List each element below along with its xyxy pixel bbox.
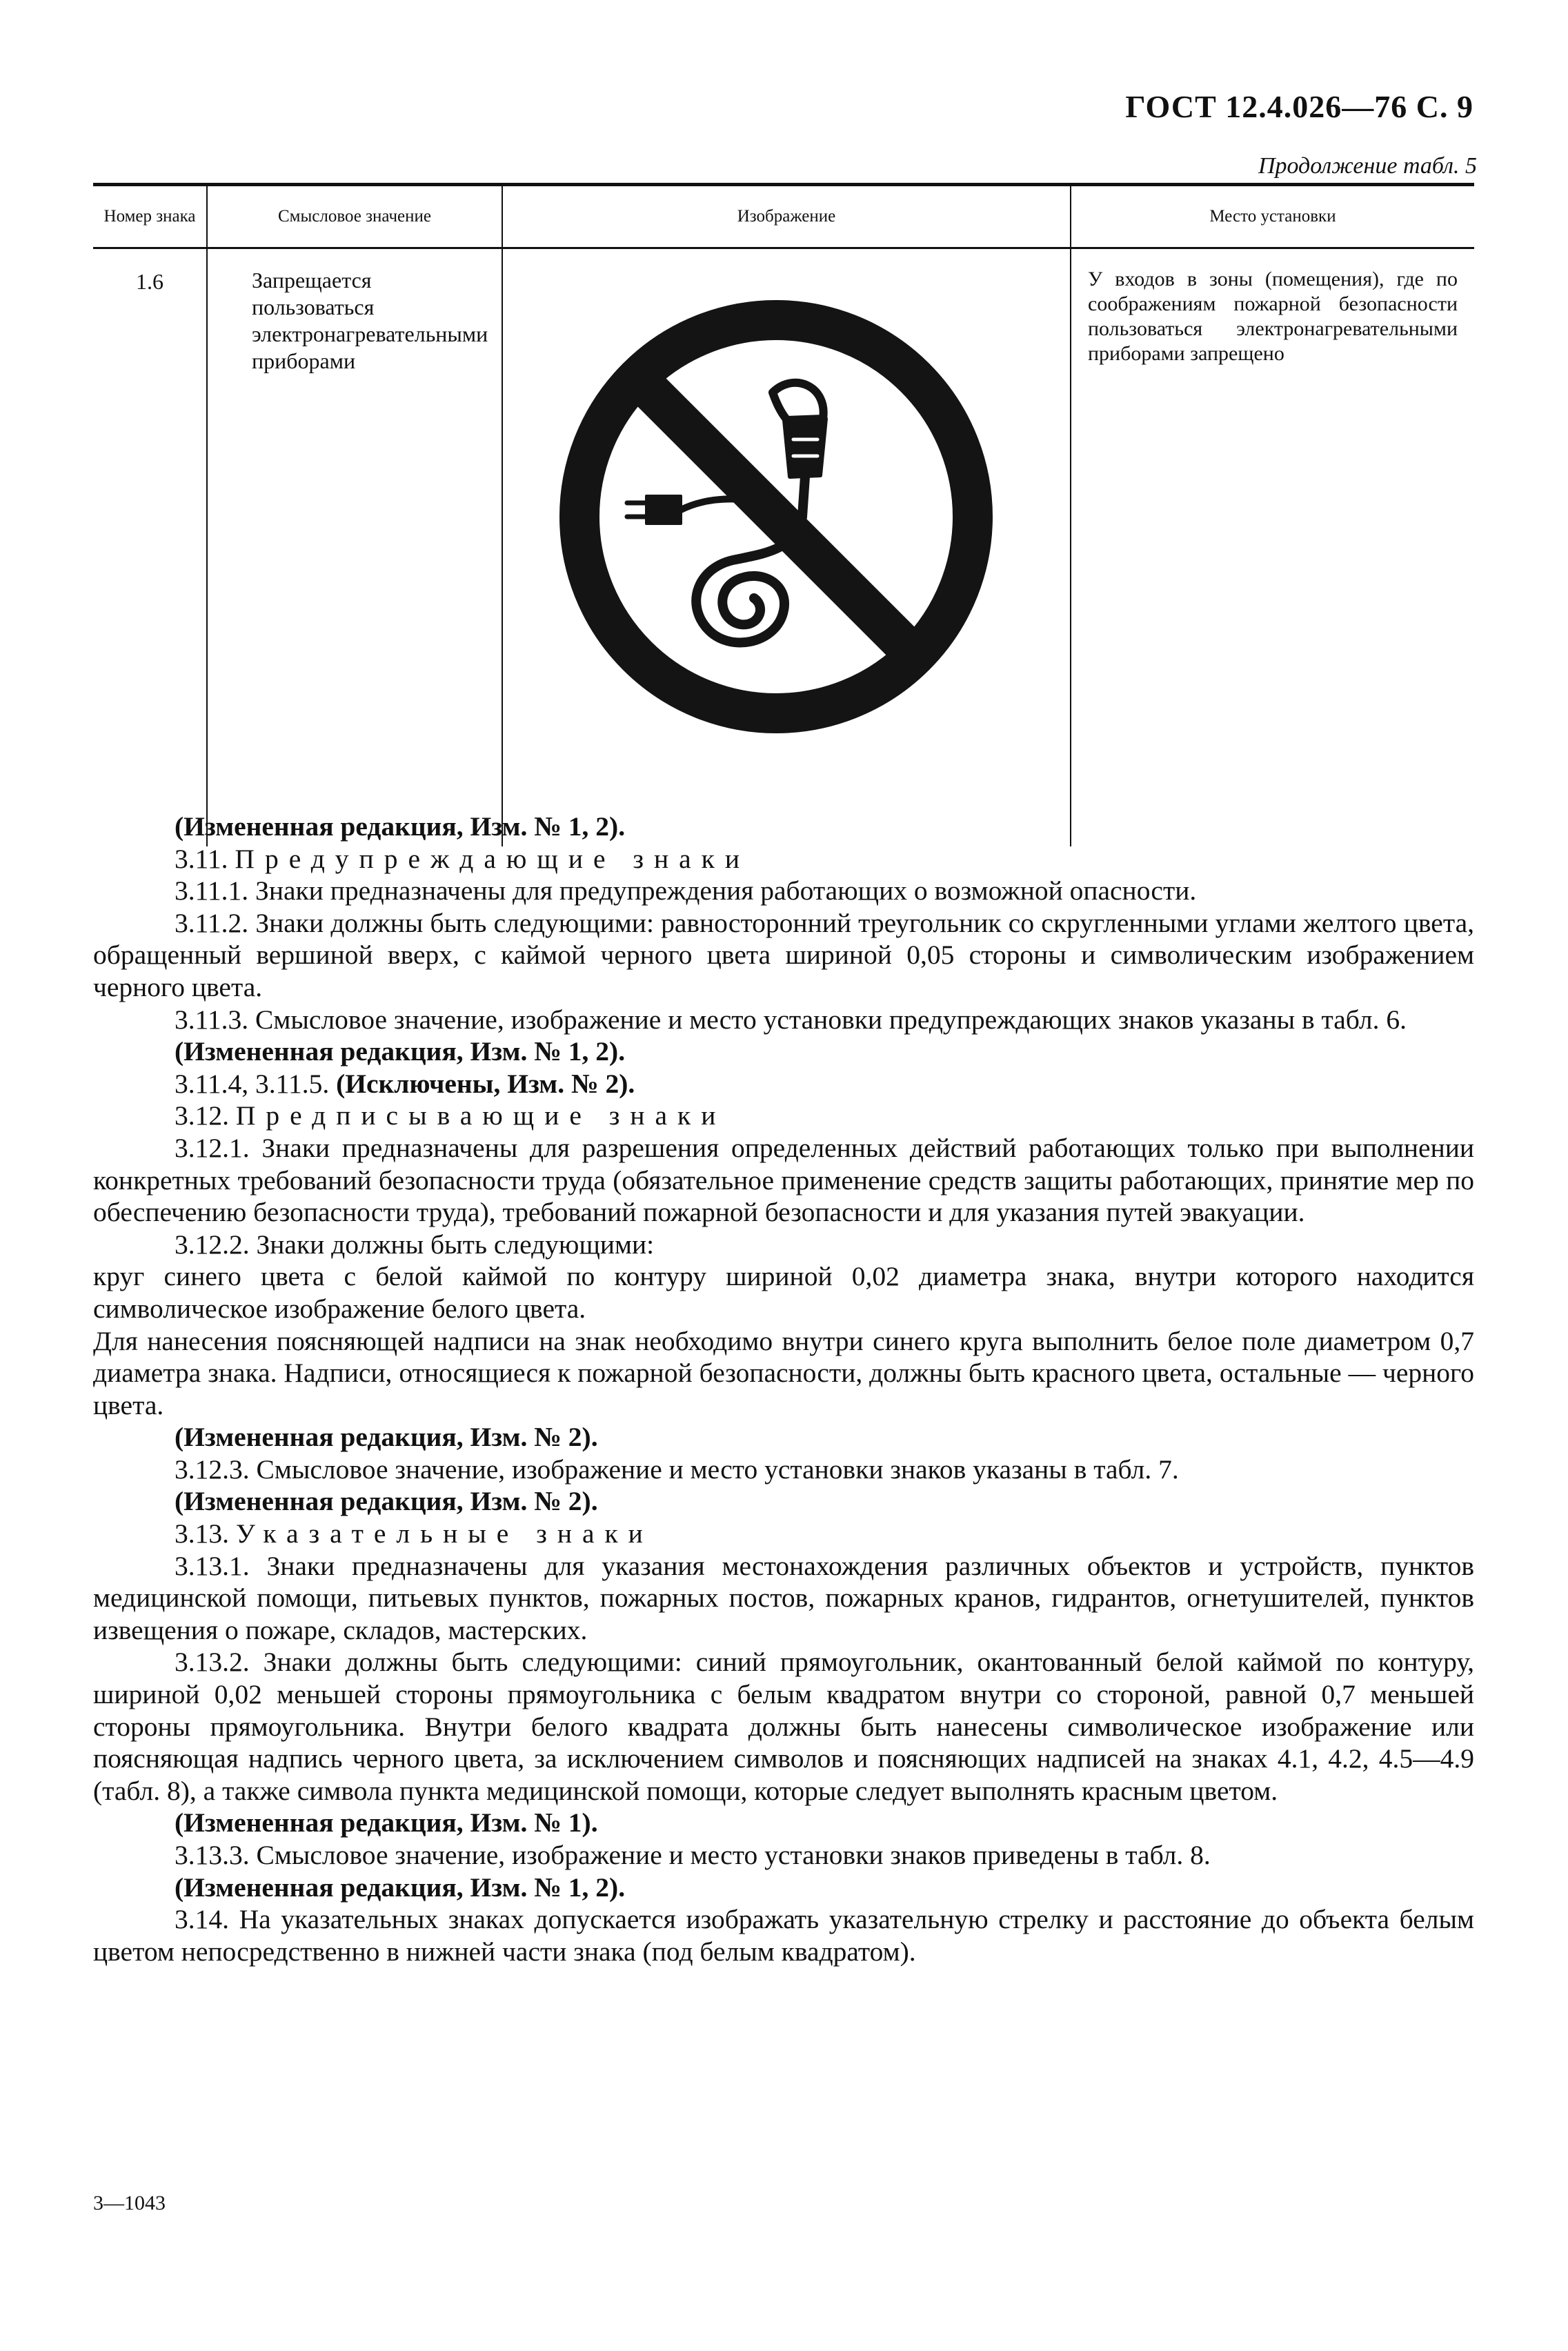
section-title: Указательные знаки <box>235 1518 653 1549</box>
sign-place: У входов в зоны (помещения), где по соображениям пожарной безопасности пользоваться электронагревательными приборами запрещено <box>1071 248 1474 847</box>
section-heading <box>93 1100 1474 1132</box>
amendment-note: (Измененная редакция, Изм. № 1). <box>175 1807 598 1838</box>
paragraph: 3.13.2. Знаки должны быть следующими: синий прямоугольник, окантованный белой каймой по контуру, шириной 0,02 меньшей стороны прямоугольника с белым квадратом внутри со стороной, равной 0,7 меньшей стороны прямоугольника. Внутри белого квадрата должны быть нанесены символическое изображение или поясняющая надпись черного цвета, за исключением символов и поясняющих надписей на знаках 4.1, 4.2, 4.5—4.9 (табл. 8), а также символа пункта медицинской помощи, которые следует выполнять красным цветом. <box>93 1647 1474 1806</box>
paragraph: 3.14. На указательных знаках допускается изображать указательную стрелку и расстояние до объекта белым цветом непосредственно в нижней части знака (под белым квадратом). <box>93 1904 1474 1967</box>
document-body <box>93 811 1474 1967</box>
table-row <box>93 248 1474 847</box>
column-header-image: Изображение <box>502 185 1071 248</box>
sign-meaning: Запрещается пользоваться электронагревательными приборами <box>207 248 502 847</box>
no-electric-heater-sign-icon <box>555 289 997 744</box>
paragraph: 3.11.3. Смысловое значение, изображение и место установки предупреждающих знаков указаны в табл. 6. <box>175 1004 1407 1035</box>
signs-table <box>93 183 1474 846</box>
section-title: Предписывающие знаки <box>235 1100 726 1131</box>
paragraph: Для нанесения поясняющей надписи на знак необходимо внутри синего круга выполнить белое поле диаметром 0,7 диаметра знака. Надписи, относящиеся к пожарной безопасности, должны быть красного цвета, остальные — черного цвета. <box>93 1325 1474 1420</box>
paragraph: 3.12.2. Знаки должны быть следующими: <box>175 1229 655 1260</box>
column-header-place: Место установки <box>1071 185 1474 248</box>
table-continuation-label: Продолжение табл. 5 <box>1258 153 1477 179</box>
amendment-note: (Измененная редакция, Изм. № 1, 2). <box>175 1872 626 1903</box>
section-number: 3.11. <box>175 843 235 874</box>
section-heading <box>93 1518 1474 1550</box>
paragraph: круг синего цвета с белой каймой по контуру шириной 0,02 диаметра знака, внутри которого находится символическое изображение белого цвета. <box>93 1261 1474 1324</box>
paragraph: 3.13.3. Смысловое значение, изображение и место установки знаков приведены в табл. 8. <box>175 1840 1211 1870</box>
table-header-row <box>93 185 1474 248</box>
section-heading <box>93 843 1474 875</box>
clause-numbers: 3.11.4, 3.11.5. <box>175 1068 337 1099</box>
page-header: ГОСТ 12.4.026—76 С. 9 <box>1125 89 1473 124</box>
section-title: Предупреждающие знаки <box>235 843 750 874</box>
column-header-number: Номер знака <box>93 185 207 248</box>
paragraph: 3.12.1. Знаки предназначены для разрешения определенных действий работающих только при выполнении конкретных требований безопасности труда (обязательное применение средств защиты работающих, принятие мер по обеспечению безопасности труда), требований пожарной безопасности и для указания путей эвакуации. <box>93 1132 1474 1228</box>
sign-number: 1.6 <box>136 269 163 294</box>
sign-image-cell <box>502 248 1071 847</box>
amendment-note: (Измененная редакция, Изм. № 2). <box>175 1422 598 1453</box>
section-number: 3.13. <box>175 1518 236 1549</box>
page-footer-code: 3—1043 <box>93 2192 166 2214</box>
section-number: 3.12. <box>175 1100 236 1131</box>
paragraph <box>93 1068 1474 1100</box>
excluded-note: (Исключены, Изм. № 2). <box>336 1068 635 1099</box>
amendment-note: (Измененная редакция, Изм. № 2). <box>175 1486 598 1517</box>
paragraph: 3.11.1. Знаки предназначены для предупреждения работающих о возможной опасности. <box>175 875 1197 906</box>
paragraph: 3.11.2. Знаки должны быть следующими: равносторонний треугольник со скругленными углами желтого цвета, обращенный вершиной вверх, с каймой черного цвета шириной 0,05 стороны и символическим изображением черного цвета. <box>93 907 1474 1002</box>
column-header-meaning: Смысловое значение <box>207 185 502 248</box>
paragraph: 3.12.3. Смысловое значение, изображение и место установки знаков указаны в табл. 7. <box>175 1454 1179 1485</box>
paragraph: 3.13.1. Знаки предназначены для указания местонахождения различных объектов и устройств, пунктов медицинской помощи, питьевых пунктов, пожарных постов, пожарных кранов, гидрантов, огнетушителей, пунктов извещения о пожаре, складов, мастерских. <box>93 1550 1474 1645</box>
amendment-note: (Измененная редакция, Изм. № 1, 2). <box>175 811 626 842</box>
amendment-note: (Измененная редакция, Изм. № 1, 2). <box>175 1036 626 1067</box>
